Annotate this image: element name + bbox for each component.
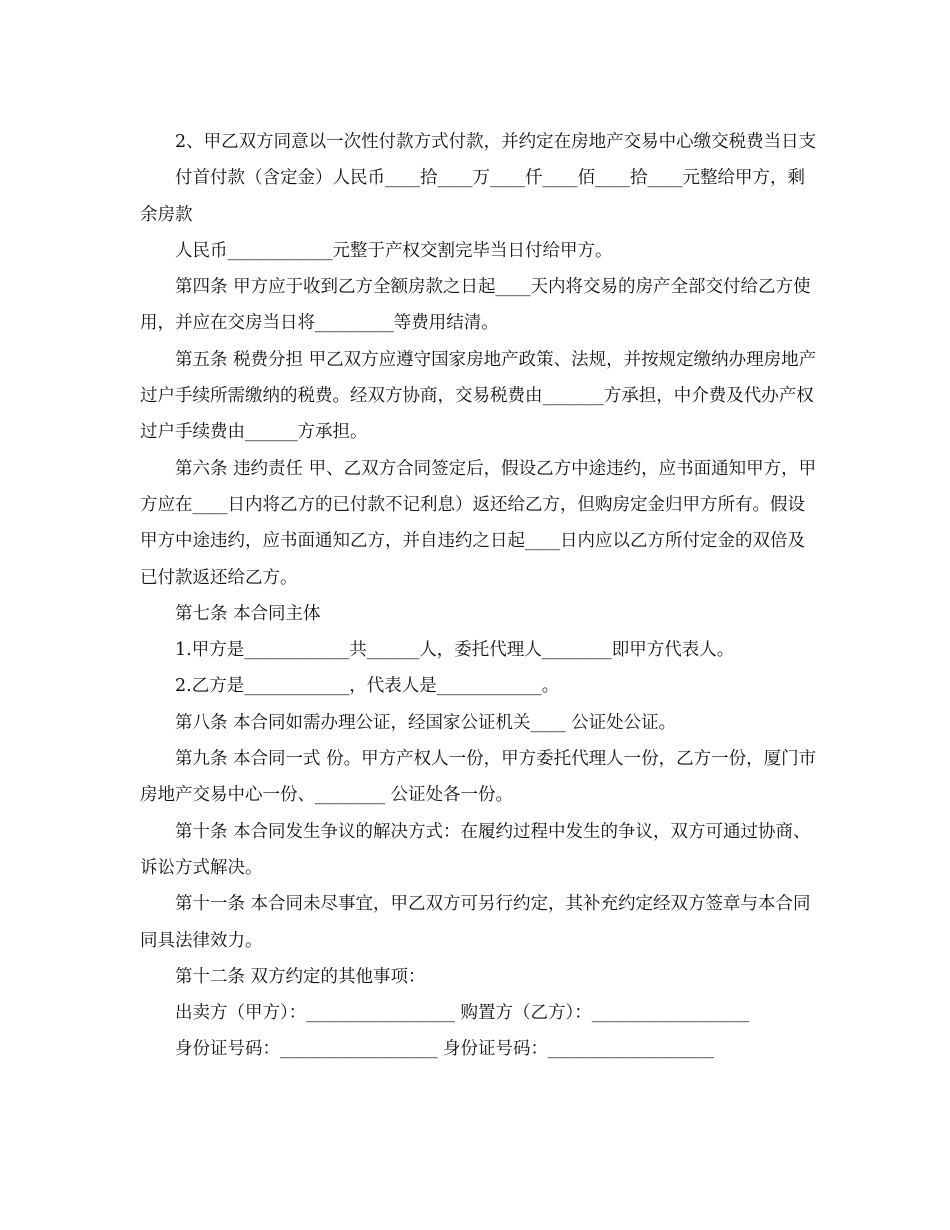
- clause-article-5: 第五条 税费分担 甲乙双方应遵守国家房地产政策、法规，并按规定缴纳办理房地产过户手续所需缴纳的税费。经双方协商，交易税费由_______方承担，中介费及代办产权过户手续费由______方承担。: [140, 349, 817, 443]
- clause-payment-method: 2、甲乙双方同意以一次性付款方式付款，并约定在房地产交易中心缴交税费当日支: [175, 132, 817, 152]
- clause-party-a: 1.甲方是____________共______人，委托代理人________即甲方代表人。: [175, 640, 735, 661]
- clause-down-payment: 付首付款（含定金）人民币____拾____万____仟____佰____拾____元整给甲方，剩余房款: [140, 168, 805, 225]
- clause-article-10: 第十条 本合同发生争议的解决方式：在履约过程中发生的争议，双方可通过协商、诉讼方式解决。: [140, 821, 811, 878]
- clause-article-11: 第十一条 本合同未尽事宜，甲乙双方可另行约定，其补充约定经双方签章与本合同同具法律效力。: [140, 894, 811, 951]
- clause-article-6: 第六条 违约责任 甲、乙双方合同签定后，假设乙方中途违约，应书面通知甲方，甲方应在____日内将乙方的已付款不记利息）返还给乙方，但购房定金归甲方所有。假设甲方中途违约，应书面通知乙方，并自违约之日起____日内应以乙方所付定金的双倍及已付款返还给乙方。: [140, 458, 817, 588]
- clause-article-12: 第十二条 双方约定的其他事项：: [175, 966, 426, 987]
- clause-article-7: 第七条 本合同主体: [175, 603, 321, 624]
- clause-remaining-payment: 人民币____________元整于产权交割完毕当日付给甲方。: [175, 240, 613, 261]
- clause-article-8: 第八条 本合同如需办理公证，经国家公证机关____ 公证处公证。: [175, 712, 677, 733]
- signature-id-numbers: 身份证号码：__________________ 身份证号码：___________________: [175, 1039, 715, 1060]
- clause-article-9: 第九条 本合同一式 份。甲方产权人一份，甲方委托代理人一份，乙方一份，厦门市房地产交易中心一份、________ 公证处各一份。: [140, 749, 817, 806]
- contract-body: [140, 124, 820, 1068]
- signature-seller-buyer: 出卖方（甲方）：_________________ 购置方（乙方）：__________________: [175, 1003, 750, 1024]
- clause-party-b: 2.乙方是____________，代表人是____________。: [175, 676, 560, 697]
- clause-article-4: 第四条 甲方应于收到乙方全额房款之日起____天内将交易的房产全部交付给乙方使用，并应在交房当日将_________等费用结清。: [140, 277, 811, 334]
